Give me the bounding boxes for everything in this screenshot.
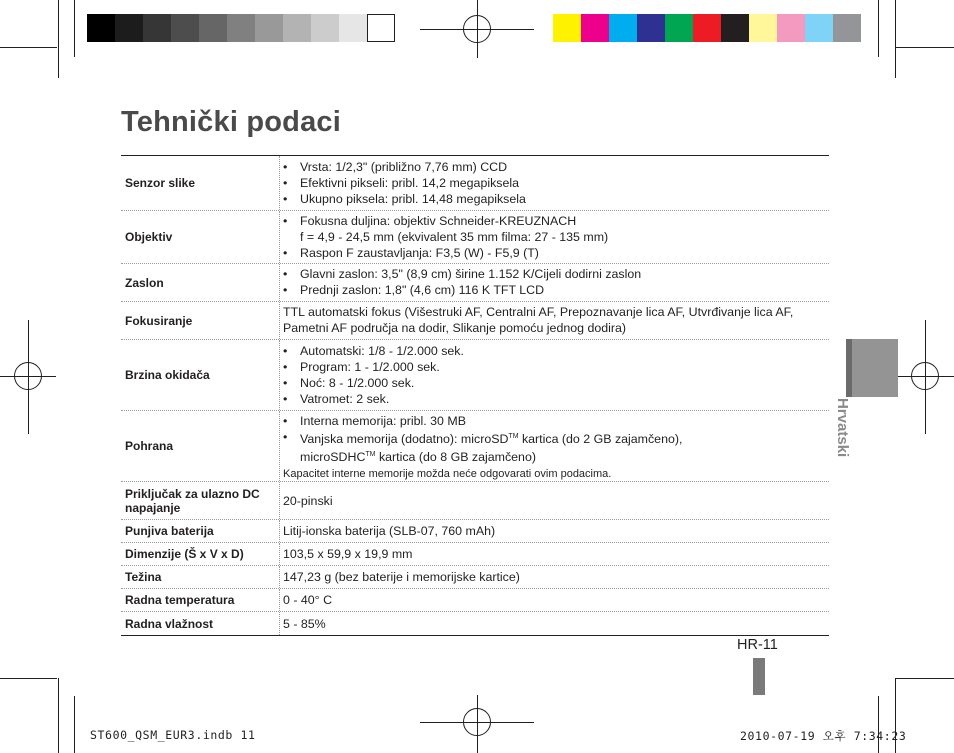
gray-swatch [87, 14, 115, 42]
color-swatch [581, 14, 609, 42]
table-row [121, 264, 829, 302]
row-value [280, 264, 829, 301]
storage-note: Kapacitet interne memorije možda neće odgovarati ovim podacima. [283, 468, 612, 481]
color-swatch [693, 14, 721, 42]
row-label: Punjiva baterija [121, 520, 280, 542]
gray-swatch [367, 14, 395, 42]
gray-swatch [227, 14, 255, 42]
language-tab-block [846, 339, 898, 397]
color-swatch [777, 14, 805, 42]
table-row [121, 566, 829, 589]
color-swatch [749, 14, 777, 42]
item-text: kartica (do 2 GB zajamčeno), [518, 432, 683, 447]
color-swatch [721, 14, 749, 42]
row-label: Senzor slike [121, 156, 280, 210]
language-tab-edge [846, 339, 852, 397]
row-label: Objektiv [121, 211, 280, 263]
item-text: microSDHC [300, 450, 366, 465]
row-label: Pohrana [121, 411, 280, 481]
row-value: Litij-ionska baterija (SLB-07, 760 mAh) [283, 524, 496, 538]
gray-swatch [199, 14, 227, 42]
item-text: Vanjska memorija (dodatno): microSD [300, 432, 509, 447]
row-value: 103,5 x 59,9 x 19,9 mm [283, 547, 413, 561]
table-row [121, 155, 829, 211]
list-item: • Vatromet: 2 sek. [283, 391, 829, 407]
color-swatch [833, 14, 861, 42]
item-line: f = 4,9 - 24,5 mm (ekvivalent 35 mm filma: 27 - 135 mm) [300, 230, 609, 244]
list-item: • Glavni zaslon: 3,5" (8,9 cm) širine 1.152 K/Cijeli dodirni zaslon [283, 266, 829, 282]
row-label: Radna temperatura [121, 589, 280, 611]
color-swatch [609, 14, 637, 42]
list-item: • Automatski: 1/8 - 1/2.000 sek. [283, 343, 829, 359]
gray-swatch [115, 14, 143, 42]
row-label: Radna vlažnost [121, 612, 280, 635]
table-row [121, 589, 829, 612]
list-item [283, 429, 829, 465]
row-label: Fokusiranje [121, 302, 280, 339]
row-value: 5 - 85% [283, 616, 326, 631]
color-calibration-bar [553, 14, 861, 42]
list-item: • Program: 1 - 1/2.000 sek. [283, 359, 829, 375]
list-item: • Noć: 8 - 1/2.000 sek. [283, 375, 829, 391]
trademark-mark: TM [508, 433, 519, 440]
specifications-table [121, 155, 829, 636]
row-label: Težina [121, 566, 280, 588]
gray-swatch [283, 14, 311, 42]
trademark-mark: TM [365, 451, 376, 459]
row-value: 0 - 40° C [283, 593, 333, 607]
gray-scale-bar [87, 14, 395, 42]
table-row [121, 302, 829, 340]
row-value: 147,23 g (bez baterije i memorijske kartice) [283, 570, 520, 584]
row-value [280, 211, 829, 263]
row-value: 20-pinski [283, 493, 333, 508]
page-number-bar [753, 658, 765, 695]
list-item: • Raspon F zaustavljanja: F3,5 (W) - F5,9 (T) [283, 245, 829, 261]
gray-swatch [255, 14, 283, 42]
gray-swatch [171, 14, 199, 42]
list-item: • Ukupno piksela: pribl. 14,48 megapiksela [283, 191, 829, 207]
list-item [283, 213, 829, 245]
row-label: Dimenzije (Š x V x D) [121, 543, 280, 565]
row-label: Brzina okidača [121, 340, 280, 410]
row-value: TTL automatski fokus (Višestruki AF, Centralni AF, Prepoznavanje lica AF, Utvrđivanje lica AF, Pametni AF područja na dodir, Slikanje pomoću jednog dodira) [283, 305, 794, 335]
table-row [121, 520, 829, 543]
row-value [280, 156, 829, 210]
color-swatch [637, 14, 665, 42]
color-swatch [665, 14, 693, 42]
table-row [121, 482, 829, 520]
row-label: Zaslon [121, 264, 280, 301]
table-row [121, 612, 829, 636]
list-item: • Vrsta: 1/2,3" (približno 7,76 mm) CCD [283, 159, 829, 175]
item-line: • Fokusna duljina: objektiv Schneider-KREUZNACH [300, 214, 577, 228]
page-number: HR-11 [737, 637, 778, 653]
page-title: Tehnički podaci [121, 106, 342, 138]
footer-timestamp: 2010-07-19 오후 7:34:23 [740, 729, 907, 743]
table-row [121, 340, 829, 411]
row-label: Priključak za ulazno DC napajanje [121, 482, 280, 519]
item-text: kartica (do 8 GB zajamčeno) [375, 450, 536, 465]
table-row [121, 411, 829, 482]
color-swatch [553, 14, 581, 42]
list-item: • Prednji zaslon: 1,8" (4,6 cm) 116 K TFT LCD [283, 282, 829, 298]
gray-swatch [339, 14, 367, 42]
table-row [121, 211, 829, 264]
row-value [280, 411, 829, 481]
gray-swatch [143, 14, 171, 42]
list-item: • Interna memorija: pribl. 30 MB [283, 413, 829, 429]
table-row [121, 543, 829, 566]
gray-swatch [311, 14, 339, 42]
color-swatch [805, 14, 833, 42]
language-tab [836, 398, 866, 468]
list-item: • Efektivni pikseli: pribl. 14,2 megapiksela [283, 175, 829, 191]
language-tab-label: Hrvatski [834, 398, 851, 458]
row-value [280, 340, 829, 410]
footer-file-info: ST600_QSM_EUR3.indb 11 [90, 728, 256, 742]
